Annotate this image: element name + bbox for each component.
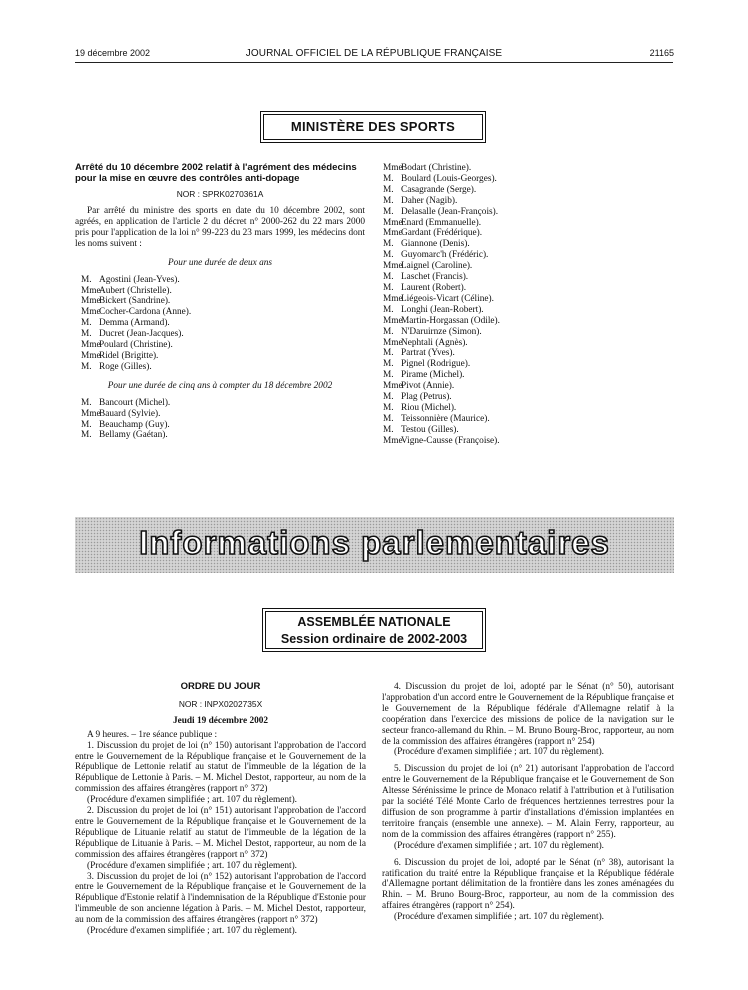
surname: Delasalle (Jean-François). xyxy=(401,206,499,217)
doctor-name xyxy=(383,316,673,327)
header-rule xyxy=(75,62,673,63)
ordre-date: Jeudi 19 décembre 2002 xyxy=(172,715,269,726)
doctor-name xyxy=(383,403,673,414)
surname: Cocher-Cardona (Anne). xyxy=(99,307,192,318)
civility: M. xyxy=(383,282,394,293)
surname: Riou (Michel). xyxy=(401,402,457,413)
civility: M. xyxy=(383,359,394,370)
doctor-name xyxy=(75,318,365,329)
surname: Pirame (Michel). xyxy=(401,370,465,381)
agenda-item-6: 6. Discussion du projet de loi, adopté par le Sénat (n° 38), autorisant la ratification du traité entre la République française et la République fédérale d'Allemagne portant délimitation de la frontière dans les zones aménagées du Rhin. – M. Bruno Bourg-Broc, rapporteur, au nom de la commission des affaires étrangères (rapport n° 254). xyxy=(382,857,674,912)
civility: Mme xyxy=(81,350,101,361)
civility: Mme xyxy=(383,381,403,392)
doctor-name xyxy=(383,294,673,305)
civility: M. xyxy=(383,402,394,413)
surname: Daher (Nagib). xyxy=(401,195,458,206)
civility: M. xyxy=(81,419,92,430)
ordre-right-column xyxy=(382,682,674,923)
civility: Mme xyxy=(383,228,403,239)
civility: M. xyxy=(383,184,394,195)
civility: M. xyxy=(81,329,92,340)
doctor-name xyxy=(383,414,673,425)
doctor-name xyxy=(383,207,673,218)
surname: Beauchamp (Guy). xyxy=(99,419,170,430)
ministry-box: MINISTÈRE DES SPORTS xyxy=(263,114,483,140)
doctor-name xyxy=(383,283,673,294)
doctor-name xyxy=(75,340,365,351)
agenda-item-5: 5. Discussion du projet de loi (n° 21) autorisant l'approbation de l'accord entre le Gouvernement de la République française et le Gouvernement de Son Altesse Sérénissime le prince de Monaco relatif à l'attribution et à l'utilisation par la société Télé Monte Carlo de fréquences hertziennes terrestres pour la diffusion de son programme à partir d'installations d'émission implantées en territoire français (ensemble une annexe). – M. Alain Ferry, rapporteur, au nom de la commission des affaires étrangères (rapport n° 255). xyxy=(382,764,674,840)
civility: M. xyxy=(383,173,394,184)
surname: Bancourt (Michel). xyxy=(99,397,171,408)
arrete-right-column xyxy=(383,163,673,447)
doctor-name xyxy=(383,239,673,250)
civility: M. xyxy=(383,206,394,217)
surname: Nephtali (Agnès). xyxy=(401,337,468,348)
doctor-name xyxy=(383,436,673,447)
doctor-name xyxy=(383,359,673,370)
surname: Bauard (Sylvie). xyxy=(99,408,161,419)
surname: Gardant (Frédérique). xyxy=(401,228,483,239)
civility: Mme xyxy=(383,261,403,272)
surname: Agostini (Jean-Yves). xyxy=(99,274,180,285)
arrete-title: Arrêté du 10 décembre 2002 relatif à l'agrément des médecins pour la mise en œuvre des contrôles anti-dopage xyxy=(75,162,357,184)
civility: Mme xyxy=(81,340,101,351)
doctor-name xyxy=(75,430,365,441)
surname: Laurent (Robert). xyxy=(401,282,467,293)
civility: M. xyxy=(383,392,394,403)
ordre-left-column xyxy=(75,682,366,937)
civility: Mme xyxy=(383,435,403,446)
doctor-name xyxy=(75,351,365,362)
agenda-item-2: 2. Discussion du projet de loi (n° 151) autorisant l'approbation de l'accord entre le Gouvernement de la République française et le Gouvernement de la République de Lituanie relatif au statut de l'immeuble de la légation de la République de Lituanie à Paris. – M. Michel Destot, rapporteur, au nom de la commission des affaires étrangères (rapport n° 372) xyxy=(75,806,366,860)
surname: Guyomarc'h (Frédéric). xyxy=(401,250,489,261)
procedure-note: (Procédure d'examen simplifiée ; art. 107 du règlement). xyxy=(394,747,605,758)
surname: Demma (Armand). xyxy=(99,318,170,329)
surname: Ridel (Brigitte). xyxy=(99,350,159,361)
doctor-name xyxy=(383,250,673,261)
section2-list xyxy=(75,398,365,442)
doctor-name xyxy=(383,348,673,359)
doctor-name xyxy=(383,218,673,229)
doctor-name xyxy=(75,409,365,420)
civility: Mme xyxy=(81,408,101,419)
assemblee-title: ASSEMBLÉE NATIONALE xyxy=(297,615,451,629)
civility: M. xyxy=(81,274,92,285)
surname: Giannone (Denis). xyxy=(401,239,470,250)
doctor-name xyxy=(383,392,673,403)
doctor-name xyxy=(75,286,365,297)
civility: M. xyxy=(383,424,394,435)
journal-title: JOURNAL OFFICIEL DE LA RÉPUBLIQUE FRANÇAISE xyxy=(245,48,503,59)
civility: Mme xyxy=(383,337,403,348)
doctor-name xyxy=(383,196,673,207)
procedure-note: (Procédure d'examen simplifiée ; art. 107 du règlement). xyxy=(394,912,605,923)
surname: Partrat (Yves). xyxy=(401,348,455,359)
surname: Vigne-Causse (Françoise). xyxy=(401,435,500,446)
civility: M. xyxy=(383,348,394,359)
ordre-heading: ORDRE DU JOUR xyxy=(180,681,261,692)
surname: Longhi (Jean-Robert). xyxy=(401,304,484,315)
civility: M. xyxy=(383,250,394,261)
surname: N'Daruirnze (Simon). xyxy=(401,326,482,337)
doctor-name xyxy=(383,174,673,185)
civility: M. xyxy=(383,239,394,250)
civility: M. xyxy=(81,318,92,329)
doctor-name xyxy=(383,370,673,381)
assemblee-box xyxy=(265,611,483,649)
procedure-note: (Procédure d'examen simplifiée ; art. 107 du règlement). xyxy=(394,840,605,851)
civility: M. xyxy=(81,397,92,408)
surname: Pignel (Rodrigue). xyxy=(401,359,471,370)
procedure-note: (Procédure d'examen simplifiée ; art. 107 du règlement). xyxy=(87,860,298,871)
civility: Mme xyxy=(81,296,101,307)
civility: M. xyxy=(383,272,394,283)
surname: Boulard (Louis-Georges). xyxy=(401,173,497,184)
civility: M. xyxy=(383,195,394,206)
civility: M. xyxy=(383,370,394,381)
surname: Casagrande (Serge). xyxy=(401,184,477,195)
surname: Aubert (Christelle). xyxy=(99,285,172,296)
surname: Bickert (Sandrine). xyxy=(99,296,171,307)
surname: Bellamy (Gaétan). xyxy=(99,430,168,441)
doctor-name xyxy=(75,420,365,431)
agenda-item-3: 3. Discussion du projet de loi (n° 152) autorisant l'approbation de l'accord entre le Gouvernement de la République française et le Gouvernement de la République d'Estonie relatif à l'indemnisation de la République d'Estonie pour l'immeuble de son ancienne légation à Paris. – M. Michel Destot, rapporteur, au nom de la commission des affaires étrangères (rapport n° 372) xyxy=(75,871,366,926)
civility: Mme xyxy=(383,163,403,173)
banner-title: Informations parlementaires xyxy=(139,524,610,561)
surname: Teissonnière (Maurice). xyxy=(401,413,490,424)
doctor-name xyxy=(75,296,365,307)
civility: M. xyxy=(383,413,394,424)
section2-heading: Pour une durée de cinq ans à compter du 18 décembre 2002 xyxy=(107,380,333,391)
arrete-body: Par arrêté du ministre des sports en date du 10 décembre 2002, sont agréés, en application de l'article 2 du décret n° 2000-262 du 22 mars 2000 pris pour l'application de la loi n° 99-223 du 23 mars 1999, les médecins dont les noms suivent : xyxy=(75,206,365,249)
doctor-name xyxy=(75,398,365,409)
civility: Mme xyxy=(383,217,403,228)
surname: Testou (Gilles). xyxy=(401,424,459,435)
doctor-name xyxy=(383,327,673,338)
surname: Ducret (Jean-Jacques). xyxy=(99,329,184,340)
surname: Enard (Emmanuelle). xyxy=(401,217,482,228)
section1-list xyxy=(75,275,365,373)
ordre-nor: NOR : INPX0202735X xyxy=(178,698,263,709)
surname: Poulard (Christine). xyxy=(99,340,173,351)
surname: Bodart (Christine). xyxy=(401,163,472,173)
surname: Martin-Horgassan (Odile). xyxy=(401,315,500,326)
doctor-name xyxy=(383,163,673,174)
procedure-note: (Procédure d'examen simplifiée ; art. 107 du règlement). xyxy=(87,795,298,806)
civility: Mme xyxy=(383,315,403,326)
doctor-name xyxy=(383,425,673,436)
right-names-list xyxy=(383,163,673,447)
civility: Mme xyxy=(81,285,101,296)
arrete-left-column xyxy=(75,163,365,441)
surname: Roge (Gilles). xyxy=(99,361,152,372)
page-number: 21165 xyxy=(649,48,674,58)
agenda-item-4: 4. Discussion du projet de loi, adopté par le Sénat (n° 50), autorisant l'approbation d'un accord entre le Gouvernement de la République française et le Gouvernement de la République fédérale d'Allemagne relatif à la coopération dans l'exercice des missions de police de la navigation sur le secteur franco-allemand du Rhin. – M. Bruno Bourg-Broc, rapporteur, au nom de la commission des affaires étrangères (rapport n° 254) xyxy=(382,682,674,747)
civility: M. xyxy=(81,361,92,372)
doctor-name xyxy=(75,362,365,373)
doctor-name xyxy=(383,338,673,349)
civility: M. xyxy=(383,304,394,315)
doctor-name xyxy=(75,275,365,286)
surname: Laschet (Francis). xyxy=(401,272,469,283)
session-title: Session ordinaire de 2002-2003 xyxy=(280,632,468,646)
doctor-name xyxy=(383,381,673,392)
surname: Liégeois-Vicart (Céline). xyxy=(401,293,494,304)
section1-heading: Pour une durée de deux ans xyxy=(167,257,273,268)
agenda-item-1: 1. Discussion du projet de loi (n° 150) autorisant l'approbation de l'accord entre le Gouvernement de la République française et le Gouvernement de la République de Lettonie relatif au statut de l'immeuble de la légation de la République de Lettonie à Paris. – M. Michel Destot, rapporteur, au nom de la commission des affaires étrangères (rapport n° 372) xyxy=(75,740,366,795)
doctor-name xyxy=(383,261,673,272)
surname: Pivot (Annie). xyxy=(401,381,455,392)
doctor-name xyxy=(383,272,673,283)
doctor-name xyxy=(383,228,673,239)
civility: Mme xyxy=(383,293,403,304)
arrete-nor: NOR : SPRK0270361A xyxy=(176,189,264,200)
civility: M. xyxy=(383,326,394,337)
header-date: 19 décembre 2002 xyxy=(75,48,151,58)
civility: Mme xyxy=(81,307,101,318)
surname: Plag (Petrus). xyxy=(401,392,452,403)
session-intro: A 9 heures. – 1re séance publique : xyxy=(87,729,218,740)
civility: M. xyxy=(81,430,92,441)
surname: Laignel (Caroline). xyxy=(401,261,473,272)
procedure-note: (Procédure d'examen simplifiée ; art. 107 du règlement). xyxy=(87,926,298,937)
doctor-name xyxy=(383,185,673,196)
doctor-name xyxy=(383,305,673,316)
doctor-name xyxy=(75,329,365,340)
doctor-name xyxy=(75,307,365,318)
